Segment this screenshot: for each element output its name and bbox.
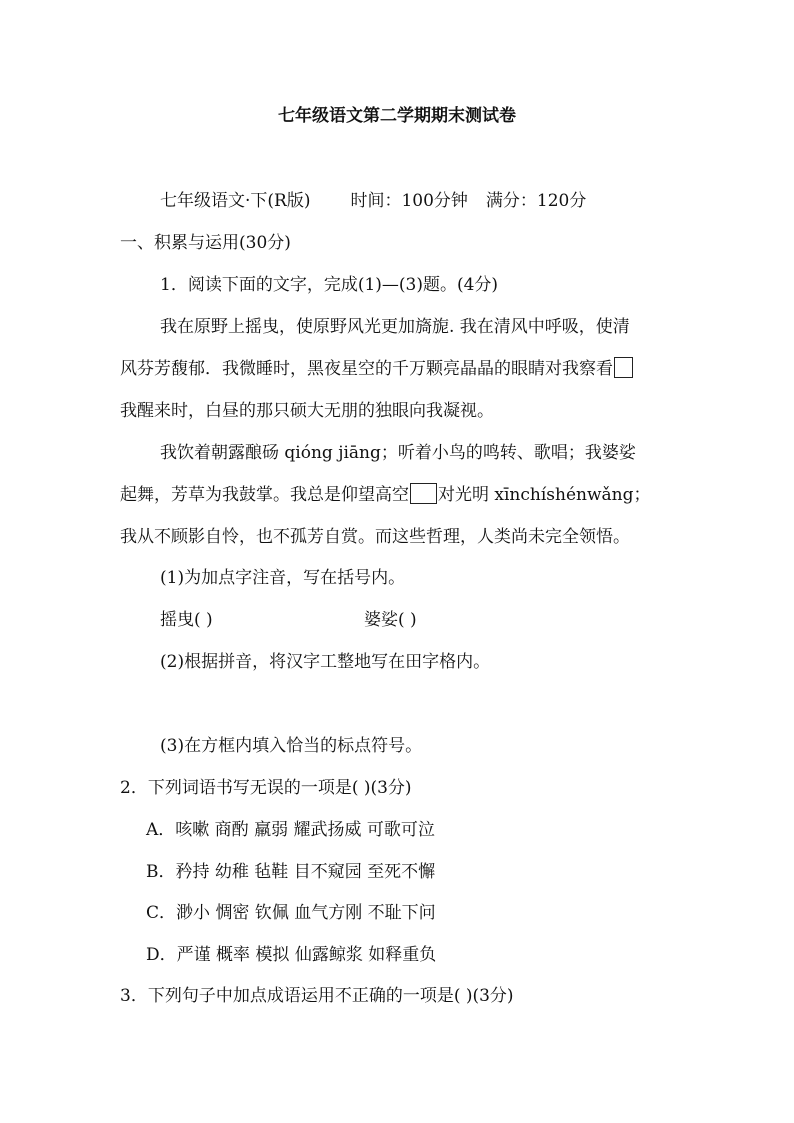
- question-3-stem: 3．下列句子中加点成语运用不正确的一项是( )(3分): [120, 986, 514, 1006]
- score-label: 满分：120分: [485, 191, 587, 211]
- time-label: 时间：100分钟: [350, 191, 468, 211]
- exam-info: [160, 189, 586, 213]
- passage-line: 我在原野上摇曳，使原野风光更加旖旎. 我在清风中呼吸，使清: [160, 317, 630, 337]
- section-heading: 一、积累与运用(30分): [120, 233, 291, 253]
- option-b: B．矜持 幼稚 毡鞋 目不窥园 至死不懈: [146, 862, 436, 882]
- pinyin-blank: 摇曳( ): [160, 610, 213, 630]
- subquestion-2: (2)根据拼音，将汉字工整地写在田字格内。: [160, 652, 491, 672]
- punctuation-box[interactable]: [614, 357, 633, 378]
- pinyin-blank: 婆娑( ): [364, 610, 417, 630]
- question-2-stem: 2．下列词语书写无误的一项是( )(3分): [120, 778, 412, 798]
- subquestion-3: (3)在方框内填入恰当的标点符号。: [160, 736, 423, 756]
- passage-line: 我饮着朝露酿砀 qióng jiāng；听着小鸟的鸣转、歌唱；我婆娑: [160, 443, 636, 463]
- passage-line: 我从不顾影自怜，也不孤芳自赏。而这些哲理，人类尚未完全领悟。: [120, 527, 630, 547]
- passage-line: 我醒来时，白昼的那只硕大无朋的独眼向我凝视。: [120, 401, 494, 421]
- punctuation-box[interactable]: [410, 483, 437, 504]
- edition-label: 七年级语文·下(R版): [160, 191, 311, 211]
- option-d: D．严谨 概率 模拟 仙露鲸浆 如释重负: [146, 945, 437, 965]
- subquestion-1: (1)为加点字注音，写在括号内。: [160, 568, 406, 588]
- passage-text: 风芬芳馥郁．我微睡时，黑夜星空的千万颗亮晶晶的眼睛对我察看: [120, 359, 613, 379]
- passage-text: 起舞，芳草为我鼓掌。我总是仰望高空: [120, 485, 409, 505]
- passage-text: 对光明 xīnchíshénwǎng；: [438, 485, 651, 505]
- option-c: C．渺小 惆密 钦佩 血气方刚 不耻下问: [146, 903, 436, 923]
- passage-line: [120, 483, 650, 507]
- question-1-stem: 1．阅读下面的文字，完成(1)—(3)题。(4分): [160, 275, 499, 295]
- option-a: A．咳嗽 商酌 羸弱 耀武扬威 可歌可泣: [146, 820, 435, 840]
- page-title: 七年级语文第二学期期末测试卷: [278, 106, 516, 126]
- passage-line: [120, 357, 634, 381]
